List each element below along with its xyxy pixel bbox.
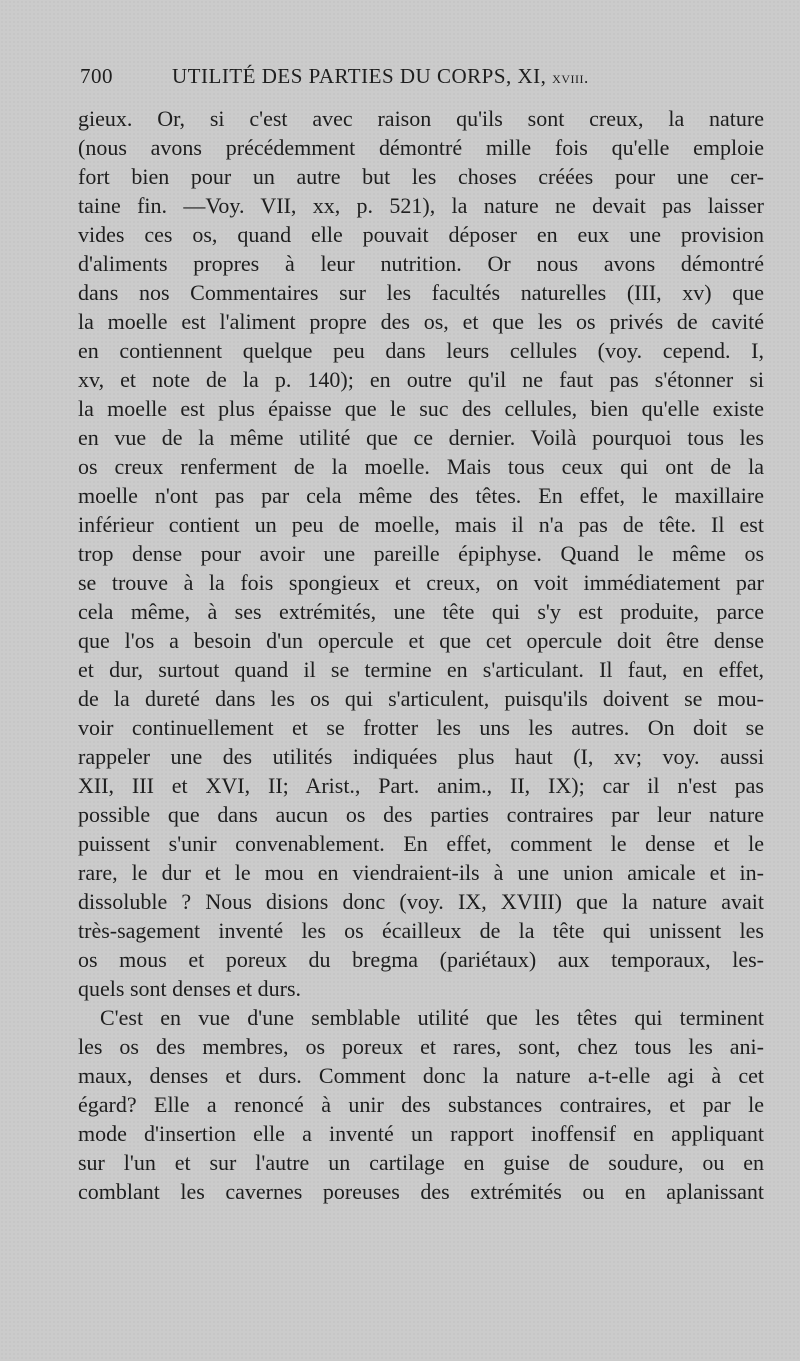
text-line: vides ces os, quand elle pouvait déposer en eux une provision — [78, 222, 764, 247]
text-line: C'est en vue d'une semblable utilité que les têtes qui terminent — [100, 1005, 764, 1030]
text-line: d'aliments propres à leur nutrition. Or nous avons démontré — [78, 251, 764, 276]
text-line: (nous avons précédemment démontré mille fois qu'elle emploie — [78, 135, 764, 160]
text-line: XII, III et XVI, II; Arist., Part. anim., II, IX); car il n'est pas — [78, 773, 764, 798]
text-line: comblant les cavernes poreuses des extrémités ou en aplanissant — [78, 1179, 764, 1204]
text-line: cela même, à ses extrémités, une tête qui s'y est produite, parce — [78, 599, 764, 624]
text-line: les os des membres, os poreux et rares, sont, chez tous les ani- — [78, 1034, 764, 1059]
text-line: taine fin. —Voy. VII, xx, p. 521), la nature ne devait pas laisser — [78, 193, 764, 218]
text-line: os creux renferment de la moelle. Mais tous ceux qui ont de la — [78, 454, 764, 479]
text-line: très-sagement inventé les os écailleux de la tête qui unissent les — [78, 918, 764, 943]
text-line: possible que dans aucun os des parties contraires par leur nature — [78, 802, 764, 827]
text-line: en contiennent quelque peu dans leurs cellules (voy. cepend. I, — [78, 338, 764, 363]
text-line: la moelle est plus épaisse que le suc des cellules, bien qu'elle existe — [78, 396, 764, 421]
text-line: os mous et poreux du bregma (pariétaux) aux temporaux, les- — [78, 947, 764, 972]
text-line: sur l'un et sur l'autre un cartilage en guise de soudure, ou en — [78, 1150, 764, 1175]
text-line: égard? Elle a renoncé à unir des substances contraires, et par le — [78, 1092, 764, 1117]
text-line: de la dureté dans les os qui s'articulent, puisqu'ils doivent se mou- — [78, 686, 764, 711]
text-line: en vue de la même utilité que ce dernier. Voilà pourquoi tous les — [78, 425, 764, 450]
text-line: gieux. Or, si c'est avec raison qu'ils sont creux, la nature — [78, 106, 764, 131]
text-line: la moelle est l'aliment propre des os, et que les os privés de cavité — [78, 309, 764, 334]
text-line: que l'os a besoin d'un opercule et que cet opercule doit être dense — [78, 628, 764, 653]
text-line: et dur, surtout quand il se termine en s'articulant. Il faut, en effet, — [78, 657, 764, 682]
text-line: moelle n'ont pas par cela même des têtes. En effet, le maxillaire — [78, 483, 764, 508]
text-line: fort bien pour un autre but les choses créées pour une cer- — [78, 164, 764, 189]
text-line: rare, le dur et le mou en viendraient-ils à une union amicale et in- — [78, 860, 764, 885]
text-line: mode d'insertion elle a inventé un rapport inoffensif en appliquant — [78, 1121, 764, 1146]
text-line: puissent s'unir convenablement. En effet, comment le dense et le — [78, 831, 764, 856]
page-number: 700 — [80, 64, 113, 88]
chapter-number: xviii. — [552, 68, 589, 87]
text-line: quels sont denses et durs. — [78, 976, 302, 1001]
text-line: dans nos Commentaires sur les facultés naturelles (III, xv) que — [78, 280, 764, 305]
text-line: xv, et note de la p. 140); en outre qu'il ne faut pas s'étonner si — [78, 367, 764, 392]
running-title: UTILITÉ DES PARTIES DU CORPS, XI, — [172, 64, 553, 88]
text-line: maux, denses et durs. Comment donc la nature a-t-elle agi à cet — [78, 1063, 764, 1088]
text-line: rappeler une des utilités indiquées plus haut (I, xv; voy. aussi — [78, 744, 764, 769]
text-line: voir continuellement et se frotter les uns les autres. On doit se — [78, 715, 764, 740]
text-line: trop dense pour avoir une pareille épiphyse. Quand le même os — [78, 541, 764, 566]
running-header — [80, 64, 780, 89]
text-line: se trouve à la fois spongieux et creux, on voit immédiatement par — [78, 570, 764, 595]
text-line: dissoluble ? Nous disions donc (voy. IX, XVIII) que la nature avait — [78, 889, 764, 914]
text-line: inférieur contient un peu de moelle, mais il n'a pas de tête. Il est — [78, 512, 764, 537]
body-text — [78, 104, 764, 1206]
